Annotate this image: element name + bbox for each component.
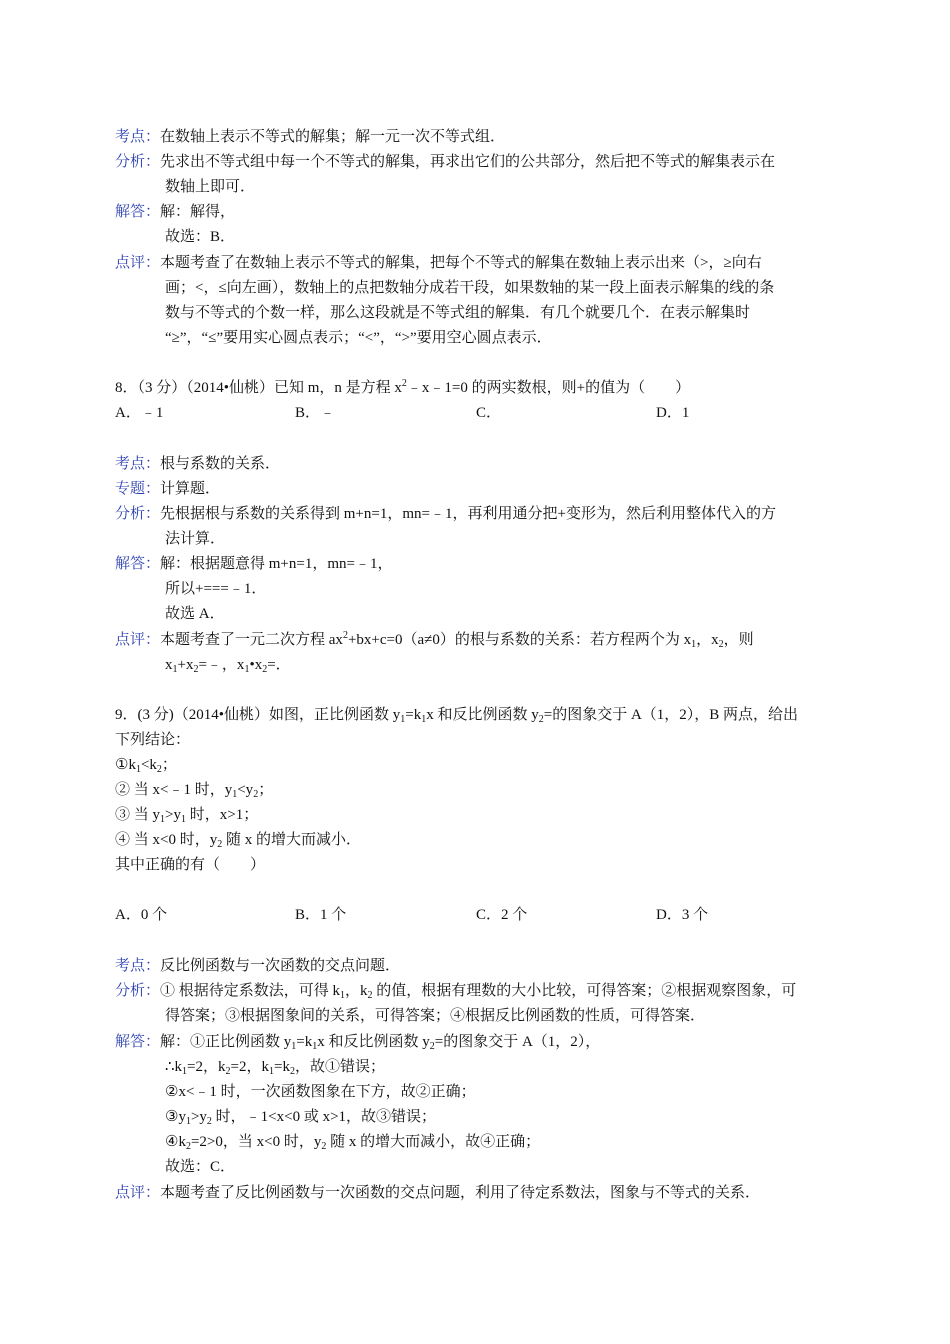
q9-jieda-text-3: =的图象交于 A（1，2）， xyxy=(434,1034,601,1050)
q9-stem-text-2: x 和反比例函数 y xyxy=(426,707,539,723)
subscript: 1 xyxy=(160,814,166,825)
label-kaodian: 考点： xyxy=(115,958,161,974)
math-text: 时，﹣1<x<0 或 x>1，故③错误； xyxy=(211,1109,437,1125)
q8-stem xyxy=(115,377,690,401)
subscript: 2 xyxy=(225,1066,231,1077)
math-text: 时，x>1； xyxy=(185,807,259,823)
subscript: 1 xyxy=(691,639,697,650)
q8-stem-text-2: ﹣x﹣1=0 的两实数根，则+的值为（ ） xyxy=(406,380,691,396)
q8-option-d: D．1 xyxy=(656,405,690,421)
q7-fenxi-line xyxy=(115,151,775,175)
subscript: 2 xyxy=(193,664,199,675)
math-text: ④k xyxy=(165,1134,186,1150)
math-text: =2>0，当 x<0 时，y xyxy=(190,1134,322,1150)
q8-jieda-line xyxy=(115,553,392,577)
q9-dianping-line xyxy=(115,1182,760,1206)
q7-dianping-cont-3: “≥”，“≤”要用实心圆点表示；“<”，“>”要用空心圆点表示． xyxy=(165,330,552,346)
math-text: =． xyxy=(267,657,291,673)
q9-jieda-step-1 xyxy=(165,1056,385,1080)
subscript: 2 xyxy=(185,1141,191,1152)
label-zhuanti: 专题： xyxy=(115,481,161,497)
subscript: 1 xyxy=(232,789,238,800)
math-text: <y xyxy=(237,782,254,798)
q9-jieda-text-2: x 和反比例函数 y xyxy=(317,1034,430,1050)
math-text: ④ 当 x<0 时，y xyxy=(115,832,218,848)
math-text: >y xyxy=(165,807,181,823)
q8-stem-text: 8．（3 分）（2014•仙桃）已知 m，n 是方程 x xyxy=(115,380,402,396)
subscript: 1 xyxy=(312,1041,318,1052)
math-text: ，故①错误； xyxy=(294,1059,385,1075)
q7-jieda-answer: 故选：B． xyxy=(165,229,236,245)
label-kaodian: 考点： xyxy=(115,456,161,472)
q8-fenxi-text: 先根据根与系数的关系得到 m+n=1，mn=﹣1，再利用通分把+变形为，然后利用整体代入的方 xyxy=(160,506,776,522)
math-text: ； xyxy=(258,782,274,798)
subscript: 2 xyxy=(429,1041,435,1052)
subscript: 1 xyxy=(180,814,186,825)
q9-jieda-step-3 xyxy=(165,1106,436,1130)
q9-fenxi-cont: 得答案；③根据图象间的关系，可得答案；④根据反比例函数的性质，可得答案． xyxy=(165,1008,706,1024)
q8-option-a: A．﹣1 xyxy=(115,405,164,421)
q9-option-c: C．2 个 xyxy=(476,907,528,923)
q7-dianping-cont-1: 画；<，≤向左画），数轴上的点把数轴分成若干段，如果数轴的某一段上面表示解集的线的条 xyxy=(165,280,775,296)
q9-stem-text: 9．(3 分)（2014•仙桃）如图，正比例函数 y xyxy=(115,707,401,723)
q8-option-b: B．﹣ xyxy=(295,405,336,421)
q8-jieda-answer: 故选 A． xyxy=(165,606,225,622)
q9-stem xyxy=(115,704,798,728)
math-text: =k xyxy=(296,1034,313,1050)
q7-fenxi-cont: 数轴上即可． xyxy=(165,179,256,195)
q8-fenxi-cont: 法计算． xyxy=(165,531,226,547)
q7-kaodian-text: 在数轴上表示不等式的解集；解一元一次不等式组． xyxy=(160,129,506,145)
math-text: 随 x 的增大而减小，故④正确； xyxy=(326,1134,541,1150)
q9-option-a: A．0 个 xyxy=(115,907,168,923)
math-text: =2，k xyxy=(187,1059,226,1075)
q8-kaodian-text: 根与系数的关系． xyxy=(160,456,281,472)
q8-option-c: C． xyxy=(476,405,502,421)
subscript: 1 xyxy=(268,1066,274,1077)
label-jieda: 解答： xyxy=(115,204,161,220)
subscript: 2 xyxy=(321,1141,327,1152)
q8-jieda-text: 解：根据题意得 m+n=1，mn=﹣1， xyxy=(160,556,393,572)
q8-dianping-text: 本题考查了一元二次方程 ax xyxy=(160,632,343,648)
subscript: 2 xyxy=(217,839,223,850)
math-text: ∴k xyxy=(165,1059,183,1075)
q8-jieda-cont: 所以+===﹣1． xyxy=(165,581,267,597)
q9-option-b: B．1 个 xyxy=(295,907,347,923)
q9-option-d: D．3 个 xyxy=(656,907,709,923)
math-text: +x xyxy=(177,657,194,673)
subscript: 2 xyxy=(262,664,268,675)
superscript: 2 xyxy=(342,630,348,641)
q9-jieda-answer: 故选：C． xyxy=(165,1159,236,1175)
subscript: 2 xyxy=(253,789,259,800)
superscript: 2 xyxy=(401,378,407,389)
math-text: =k xyxy=(405,707,422,723)
label-fenxi: 分析： xyxy=(115,506,161,522)
q9-conclusion-2 xyxy=(115,779,273,803)
q7-jieda-text: 解：解得， xyxy=(160,204,236,220)
q9-jieda-step-2: ②x<﹣1 时，一次函数图象在下方，故②正确； xyxy=(165,1084,476,1100)
label-dianping: 点评： xyxy=(115,1185,161,1201)
subscript: 2 xyxy=(289,1066,295,1077)
q9-fenxi-line xyxy=(115,980,796,1004)
q8-zhuanti-text: 计算题． xyxy=(160,481,221,497)
label-kaodian: 考点： xyxy=(115,129,161,145)
q9-kaodian-text: 反比例函数与一次函数的交点问题． xyxy=(160,958,401,974)
q9-jieda-text: 解：①正比例函数 y xyxy=(160,1034,292,1050)
math-text: ； xyxy=(161,757,177,773)
q8-zhuanti-line xyxy=(115,478,220,502)
q7-dianping-line xyxy=(115,252,762,276)
subscript: 1 xyxy=(185,1116,191,1127)
q7-kaodian-line xyxy=(115,126,505,150)
subscript: 2 xyxy=(718,639,724,650)
math-text: ①k xyxy=(115,757,136,773)
math-text: ③ 当 y xyxy=(115,807,161,823)
subscript: 1 xyxy=(172,664,178,675)
math-text: 随 x 的增大而减小． xyxy=(222,832,361,848)
q9-conclusion-4 xyxy=(115,829,361,853)
subscript: 1 xyxy=(340,990,346,1001)
math-text: >y xyxy=(190,1109,207,1125)
q7-fenxi-text: 先求出不等式组中每一个不等式的解集，再求出它们的公共部分，然后把不等式的解集表示在 xyxy=(160,154,776,170)
subscript: 1 xyxy=(244,664,250,675)
math-text: ② 当 x<﹣1 时，y xyxy=(115,782,233,798)
q9-question: 其中正确的有（ ） xyxy=(115,857,266,873)
q9-dianping-text: 本题考查了反比例函数与一次函数的交点问题，利用了待定系数法，图象与不等式的关系． xyxy=(160,1185,761,1201)
q9-fenxi-text-2: 的值，根据有理数的大小比较，可得答案；②根据观察图象，可 xyxy=(372,983,797,999)
q8-dianping-text-2: +bx+c=0（a≠0）的根与系数的关系：若方程两个为 x xyxy=(347,632,692,648)
math-text: ，k xyxy=(345,983,368,999)
subscript: 2 xyxy=(206,1116,212,1127)
label-jieda: 解答： xyxy=(115,556,161,572)
q8-dianping-text-3: ，x xyxy=(696,632,719,648)
subscript: 1 xyxy=(421,714,427,725)
q7-jieda-line xyxy=(115,201,235,225)
math-text: =﹣，x xyxy=(198,657,245,673)
q8-dianping-cont xyxy=(165,654,291,678)
label-fenxi: 分析： xyxy=(115,983,161,999)
q9-jieda-line xyxy=(115,1031,600,1055)
label-jieda: 解答： xyxy=(115,1034,161,1050)
q7-dianping-text: 本题考查了在数轴上表示不等式的解集，把每个不等式的解集在数轴上表示出来（>，≥向右 xyxy=(160,255,762,271)
subscript: 1 xyxy=(135,764,141,775)
subscript: 1 xyxy=(400,714,406,725)
subscript: 2 xyxy=(367,990,373,1001)
q9-conclusion-3 xyxy=(115,804,258,828)
math-text: ③y xyxy=(165,1109,186,1125)
subscript: 2 xyxy=(156,764,162,775)
q9-stem-cont: 下列结论： xyxy=(115,732,191,748)
q9-conclusion-1 xyxy=(115,754,177,778)
subscript: 1 xyxy=(291,1041,297,1052)
q9-kaodian-line xyxy=(115,955,400,979)
subscript: 2 xyxy=(538,714,544,725)
label-dianping: 点评： xyxy=(115,255,161,271)
q8-fenxi-line xyxy=(115,503,776,527)
q8-dianping-text-4: ，则 xyxy=(723,632,754,648)
math-text: •x xyxy=(249,657,263,673)
subscript: 1 xyxy=(182,1066,188,1077)
math-text: x xyxy=(165,657,173,673)
label-dianping: 点评： xyxy=(115,632,161,648)
math-text: =k xyxy=(273,1059,290,1075)
q9-stem-text-3: =的图象交于 A（1，2），B 两点，给出 xyxy=(543,707,799,723)
math-text: <k xyxy=(140,757,157,773)
q7-dianping-cont-2: 数与不等式的个数一样，那么这段就是不等式组的解集．有几个就要几个．在表示解集时 xyxy=(165,305,751,321)
q9-jieda-step-4 xyxy=(165,1131,540,1155)
label-fenxi: 分析： xyxy=(115,154,161,170)
math-text: =2，k xyxy=(230,1059,269,1075)
q9-fenxi-text: ① 根据待定系数法，可得 k xyxy=(160,983,341,999)
q8-dianping-line xyxy=(115,629,754,653)
q8-kaodian-line xyxy=(115,453,280,477)
